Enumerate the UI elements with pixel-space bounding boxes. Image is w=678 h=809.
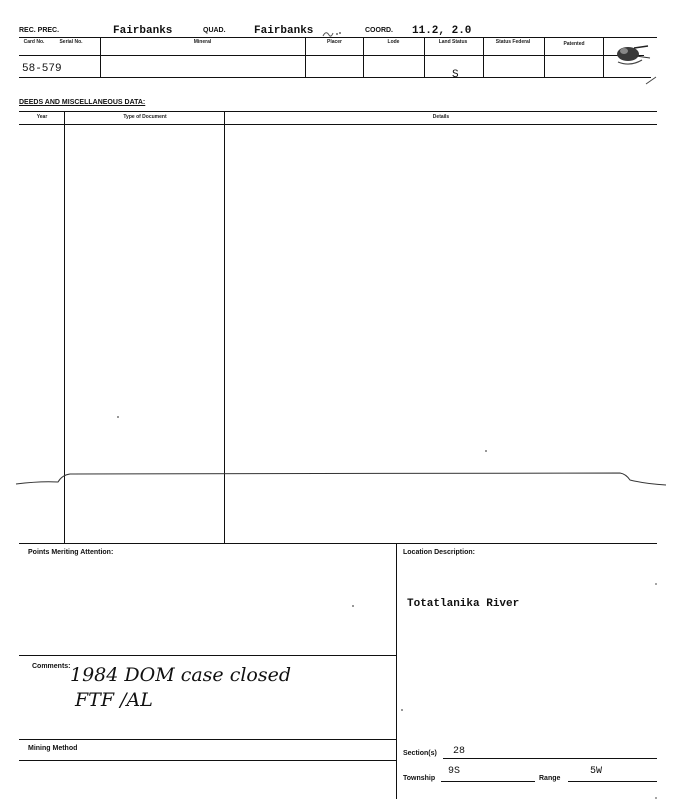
- pencil-tick-mark: [645, 72, 657, 82]
- quad-label: QUAD.: [203, 27, 226, 34]
- serial-no-label: Serial No.: [59, 39, 83, 45]
- speck-6: [655, 797, 657, 799]
- mining-method-rule: [19, 760, 396, 761]
- mining-method-label: Mining Method: [28, 745, 78, 752]
- deeds-section-title: DEEDS AND MISCELLANEOUS DATA:: [19, 99, 146, 106]
- coord-label: COORD.: [365, 27, 393, 34]
- deeds-year-header: Year: [36, 114, 48, 120]
- header-rule-middle: [19, 55, 644, 56]
- range-underline: [568, 781, 657, 782]
- status-federal-label: Status Federal: [495, 39, 531, 45]
- sections-underline: [443, 758, 657, 759]
- range-value: 5W: [590, 766, 603, 777]
- comments-handwriting-line2: FTF /AL: [75, 689, 153, 711]
- quad-value: Fairbanks: [254, 25, 314, 37]
- stamp-mark: [612, 40, 652, 70]
- land-status-value: S: [452, 69, 459, 81]
- deeds-type-header: Type of Document: [123, 114, 167, 120]
- location-value: Totatlanika River: [407, 598, 520, 610]
- sections-label: Section(s): [403, 750, 437, 757]
- deeds-rule-top: [19, 111, 657, 112]
- header-divider-2: [305, 37, 306, 77]
- deeds-details-header: Details: [432, 114, 450, 120]
- mineral-label: Mineral: [193, 39, 212, 45]
- fold-crease: [10, 462, 670, 490]
- township-value: 9S: [448, 766, 461, 777]
- township-underline: [441, 781, 535, 782]
- ink-smudge-mark: [322, 26, 342, 36]
- comments-label: Comments:: [32, 663, 71, 670]
- speck-1: [117, 416, 119, 418]
- comments-rule-top: [19, 655, 396, 656]
- comments-handwriting-line1: 1984 DOM case closed: [70, 664, 292, 686]
- deeds-rule-header: [19, 124, 657, 125]
- coord-value: 11.2, 2.0: [412, 25, 472, 37]
- header-divider-3: [363, 37, 364, 77]
- card-no-value: 58-579: [22, 63, 62, 75]
- header-divider-5: [483, 37, 484, 77]
- header-rule-top: [19, 37, 657, 38]
- speck-5: [401, 709, 403, 711]
- points-label: Points Meriting Attention:: [28, 549, 114, 556]
- rec-prec-label: REC. PREC.: [19, 27, 60, 34]
- speck-4: [655, 583, 657, 585]
- deeds-rule-bottom: [19, 543, 657, 544]
- header-divider-4: [424, 37, 425, 77]
- header-divider-7: [603, 37, 604, 77]
- lower-divider: [396, 543, 397, 799]
- land-status-label: Land Status: [438, 39, 468, 45]
- lode-label: Lode: [387, 39, 400, 45]
- range-label: Range: [539, 775, 561, 782]
- sections-value: 28: [453, 746, 466, 757]
- location-label: Location Description:: [403, 549, 475, 556]
- rec-prec-value: Fairbanks: [113, 25, 173, 37]
- speck-2: [485, 450, 487, 452]
- comments-rule-bottom: [19, 739, 396, 740]
- township-label: Township: [403, 775, 436, 782]
- header-rule-bottom: [19, 77, 651, 78]
- card-no-label: Card No.: [23, 39, 45, 45]
- header-divider-6: [544, 37, 545, 77]
- patented-label: Patented: [563, 41, 585, 47]
- speck-3: [352, 605, 354, 607]
- header-divider-1: [100, 37, 101, 77]
- placer-label: Placer: [326, 39, 342, 45]
